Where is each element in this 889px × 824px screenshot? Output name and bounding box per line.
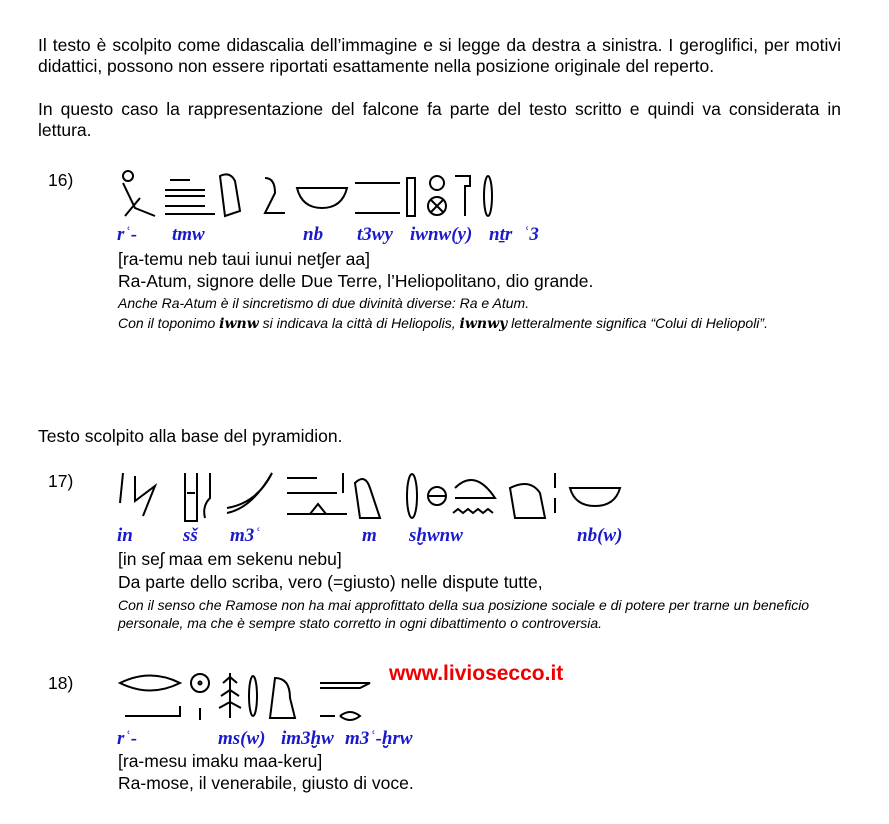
translation: Ra-mose, il venerabile, giusto di voce.	[118, 773, 414, 793]
entry-number-17: 17)	[48, 471, 74, 491]
translit: t3wy	[357, 224, 393, 245]
translit: rʿ-	[117, 224, 138, 245]
note: Anche Ra-Atum è il sincretismo di due divinità diverse: Ra e Atum.	[118, 295, 530, 311]
translit: ʿ3	[523, 224, 539, 245]
section-heading: Testo scolpito alla base del pyramidion.	[38, 426, 343, 446]
hieroglyphs-18	[115, 668, 385, 724]
translit: m3ʿ-ḫrw	[345, 728, 413, 749]
translit: iwnw(y)	[410, 224, 473, 245]
pronunciation: [ra-temu neb taui iunui netʃer aa]	[118, 249, 370, 269]
translit: in	[117, 525, 133, 546]
translit: sḫwnw	[409, 525, 463, 546]
pronunciation: [in seʃ maa em sekenu nebu]	[118, 549, 342, 569]
translit: ms(w)	[218, 728, 266, 749]
intro-paragraph-1: Il testo è scolpito come didascalia dell’immagine e si legge da destra a sinistra. I geroglifici, per motivi didattici, possono non essere riportati esattamente nella posizione originale del reperto.	[38, 35, 841, 76]
pronunciation: [ra-mesu imaku maa-keru]	[118, 751, 323, 771]
note: Con il toponimo iwnw si indicava la città di Heliopolis, iwnwy letteralmente significa “Colui di Heliopoli”.	[118, 315, 768, 332]
note: Con il senso che Ramose non ha mai approfittato della sua posizione sociale e di potere per trarne un beneficio personale, ma che è sempre stato corretto in ogni dibattimento o controversia.	[118, 597, 810, 631]
translation: Da parte dello scriba, vero (=giusto) nelle dispute tutte,	[118, 572, 543, 592]
translit: im3ḫw	[281, 728, 334, 749]
hieroglyphs-16	[115, 168, 515, 220]
translation: Ra-Atum, signore delle Due Terre, l’Heliopolitano, dio grande.	[118, 271, 594, 291]
translit: nb(w)	[577, 525, 623, 546]
entry-number-18: 18)	[48, 673, 74, 693]
translit: nṯr	[489, 224, 513, 245]
translit: nb	[303, 224, 324, 245]
translit: tmw	[172, 224, 205, 245]
translit: m	[362, 525, 377, 546]
entry-number-16: 16)	[48, 170, 74, 190]
translit: sš	[183, 525, 198, 546]
translit: m3ʿ	[230, 525, 261, 546]
intro-paragraph-2: In questo caso la rappresentazione del falcone fa parte del testo scritto e quindi va considerata in lettura.	[38, 99, 841, 140]
website-watermark: www.liviosecco.it	[389, 662, 564, 685]
hieroglyphs-17	[115, 468, 625, 522]
translit: rʿ-	[117, 728, 138, 749]
